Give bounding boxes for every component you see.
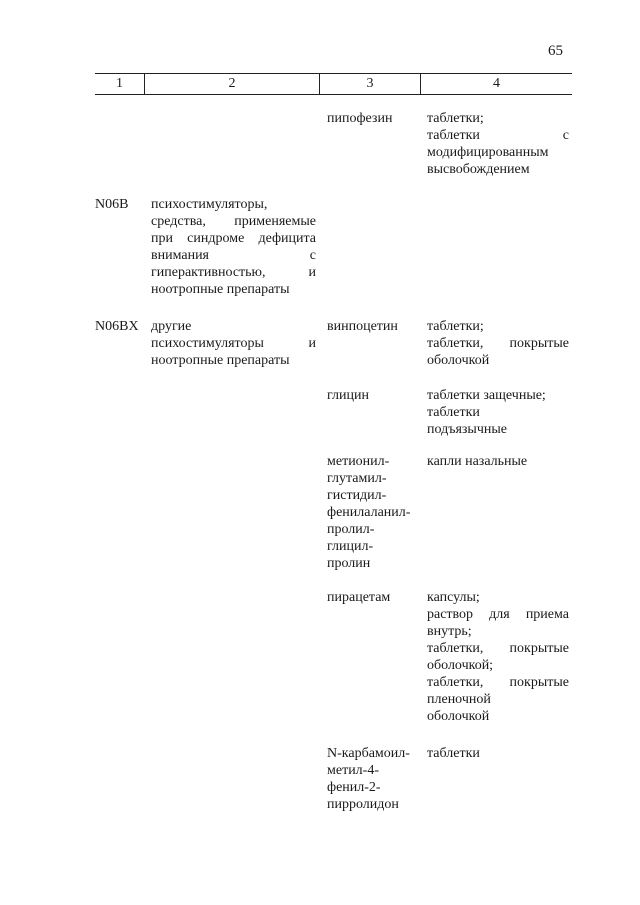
dosage-forms: таблетки; таблетки, покрытые оболочкой — [427, 319, 569, 368]
atc-code: N06B — [95, 197, 129, 212]
group-name: другие психостимуляторы и ноотропные препараты — [151, 319, 316, 368]
header-col-4: 4 — [493, 76, 500, 91]
drug-name: винпоцетин — [327, 319, 398, 334]
header-col-3: 3 — [366, 76, 374, 91]
atc-code: N06BX — [95, 319, 139, 334]
drug-name: пипофезин — [327, 111, 393, 126]
page-number: 65 — [548, 43, 563, 59]
drug-name: N-карбамоил- метил-4- фенил-2- пирролидон — [327, 746, 410, 812]
group-name: психостимуляторы, средства, применяемые при синдроме дефицита внимания с гиперактивностью, и ноотропные препараты — [151, 197, 316, 297]
dosage-forms: таблетки; таблетки с модифицированным высвобождением — [427, 111, 569, 177]
dosage-forms: капсулы; раствор для приема внутрь; таблетки, покрытые оболочкой; таблетки, покрытые пленочной оболочкой — [427, 590, 569, 724]
drug-name: пирацетам — [327, 590, 391, 605]
drug-name: глицин — [327, 388, 369, 403]
header-col-2: 2 — [228, 76, 236, 91]
header-col-1: 1 — [116, 76, 123, 91]
dosage-forms: капли назальные — [427, 454, 528, 469]
table-header — [95, 73, 572, 95]
dosage-forms: таблетки защечные; таблетки подъязычные — [427, 388, 546, 437]
dosage-forms: таблетки — [427, 746, 480, 761]
drug-name: метионил- глутамил- гистидил- фенилаланил- пролил- глицил- пролин — [327, 454, 411, 571]
